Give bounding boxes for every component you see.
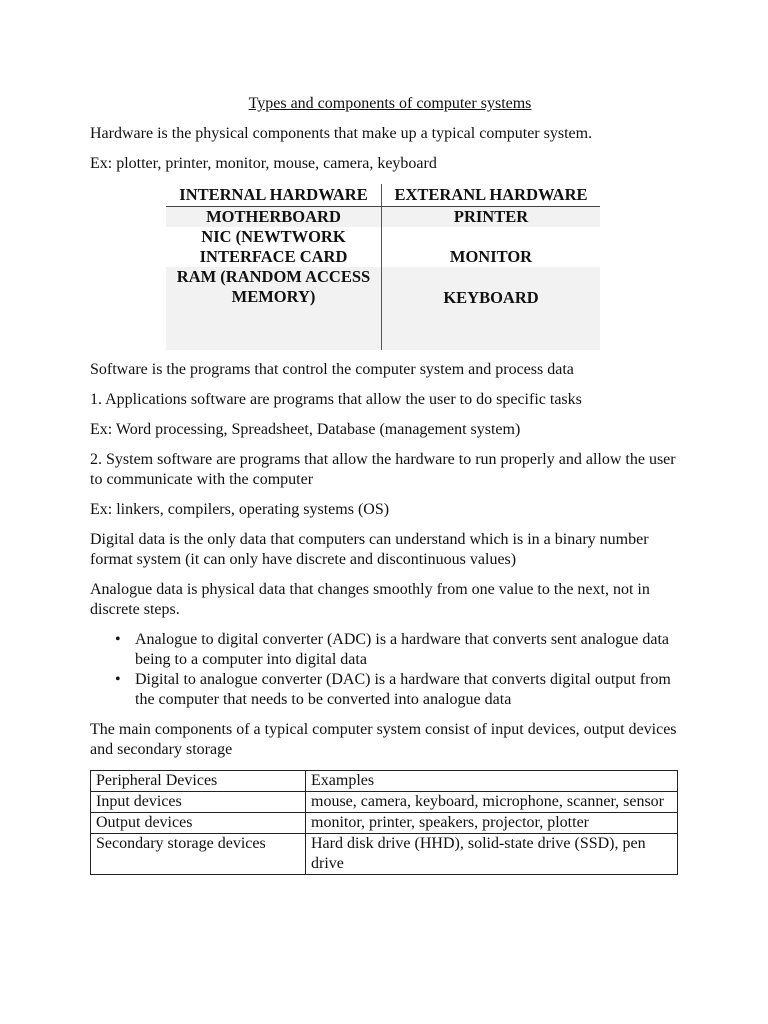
- paragraph-applications-software: 1. Applications software are programs that allow the user to do specific tasks: [90, 391, 582, 408]
- table-row: [166, 227, 600, 267]
- list-item: [115, 670, 690, 710]
- table-row: [166, 267, 600, 350]
- peripheral-header-examples: Examples: [306, 771, 678, 792]
- paragraph-digital-data: Digital data is the only data that computers can understand which is in a binary number format system (it can only have discrete and discontinuous values): [90, 531, 649, 568]
- paragraph-hardware-examples: Ex: plotter, printer, monitor, mouse, camera, keyboard: [90, 155, 437, 172]
- paragraph-hardware: Hardware is the physical components that make up a typical computer system.: [90, 125, 593, 142]
- hardware-cell-external: KEYBOARD: [382, 267, 601, 350]
- paragraph-system-examples: Ex: linkers, compilers, operating systems (OS): [90, 501, 390, 518]
- peripheral-table-header-row: [91, 771, 678, 792]
- hardware-cell-internal: RAM (RANDOM ACCESS MEMORY): [166, 267, 382, 350]
- bullet-icon: •: [115, 631, 121, 648]
- peripheral-cell-device: Secondary storage devices: [91, 834, 306, 875]
- hardware-cell-external: MONITOR: [449, 247, 533, 266]
- list-item-text: Analogue to digital converter (ADC) is a hardware that converts sent analogue data being to a computer into digital data: [135, 631, 670, 668]
- peripheral-cell-device: Input devices: [91, 792, 306, 813]
- table-row: [91, 792, 678, 813]
- hardware-table-wrapper: [166, 184, 600, 350]
- peripheral-cell-examples: Hard disk drive (HHD), solid-state drive (SSD), pen drive: [306, 834, 678, 875]
- paragraph-applications-examples: Ex: Word processing, Spreadsheet, Database (management system): [90, 421, 521, 438]
- paragraph-system-software: 2. System software are programs that allow the hardware to run properly and allow the user to communicate with the computer: [90, 451, 676, 488]
- table-row: [91, 834, 678, 875]
- table-row: [166, 207, 600, 228]
- peripheral-cell-device: Output devices: [91, 813, 306, 834]
- peripheral-table: [90, 770, 678, 875]
- hardware-cell-internal: NIC (NEWTWORK INTERFACE CARD: [166, 227, 382, 267]
- list-item-text: Digital to analogue converter (DAC) is a hardware that converts digital output from the computer that needs to be converted into analogue data: [135, 671, 671, 708]
- paragraph-analogue-data: Analogue data is physical data that changes smoothly from one value to the next, not in discrete steps.: [90, 581, 650, 618]
- converter-list: [90, 630, 690, 710]
- hardware-table-header-row: [166, 184, 600, 207]
- hardware-table: [166, 184, 600, 350]
- document-body: [90, 94, 690, 875]
- list-item: [115, 630, 690, 670]
- hardware-cell-internal: MOTHERBOARD: [166, 207, 382, 228]
- hardware-header-internal: INTERNAL HARDWARE: [166, 184, 382, 207]
- paragraph-main-components: The main components of a typical computer system consist of input devices, output devices and secondary storage: [90, 721, 677, 758]
- table-row: [91, 813, 678, 834]
- hardware-cell-external: PRINTER: [382, 207, 601, 228]
- peripheral-cell-examples: mouse, camera, keyboard, microphone, scanner, sensor: [306, 792, 678, 813]
- bullet-icon: •: [115, 671, 121, 688]
- peripheral-cell-examples: monitor, printer, speakers, projector, plotter: [306, 813, 678, 834]
- hardware-header-external: EXTERANL HARDWARE: [382, 184, 601, 207]
- document-title: Types and components of computer systems: [248, 95, 532, 112]
- peripheral-header-devices: Peripheral Devices: [91, 771, 306, 792]
- paragraph-software: Software is the programs that control the computer system and process data: [90, 361, 574, 378]
